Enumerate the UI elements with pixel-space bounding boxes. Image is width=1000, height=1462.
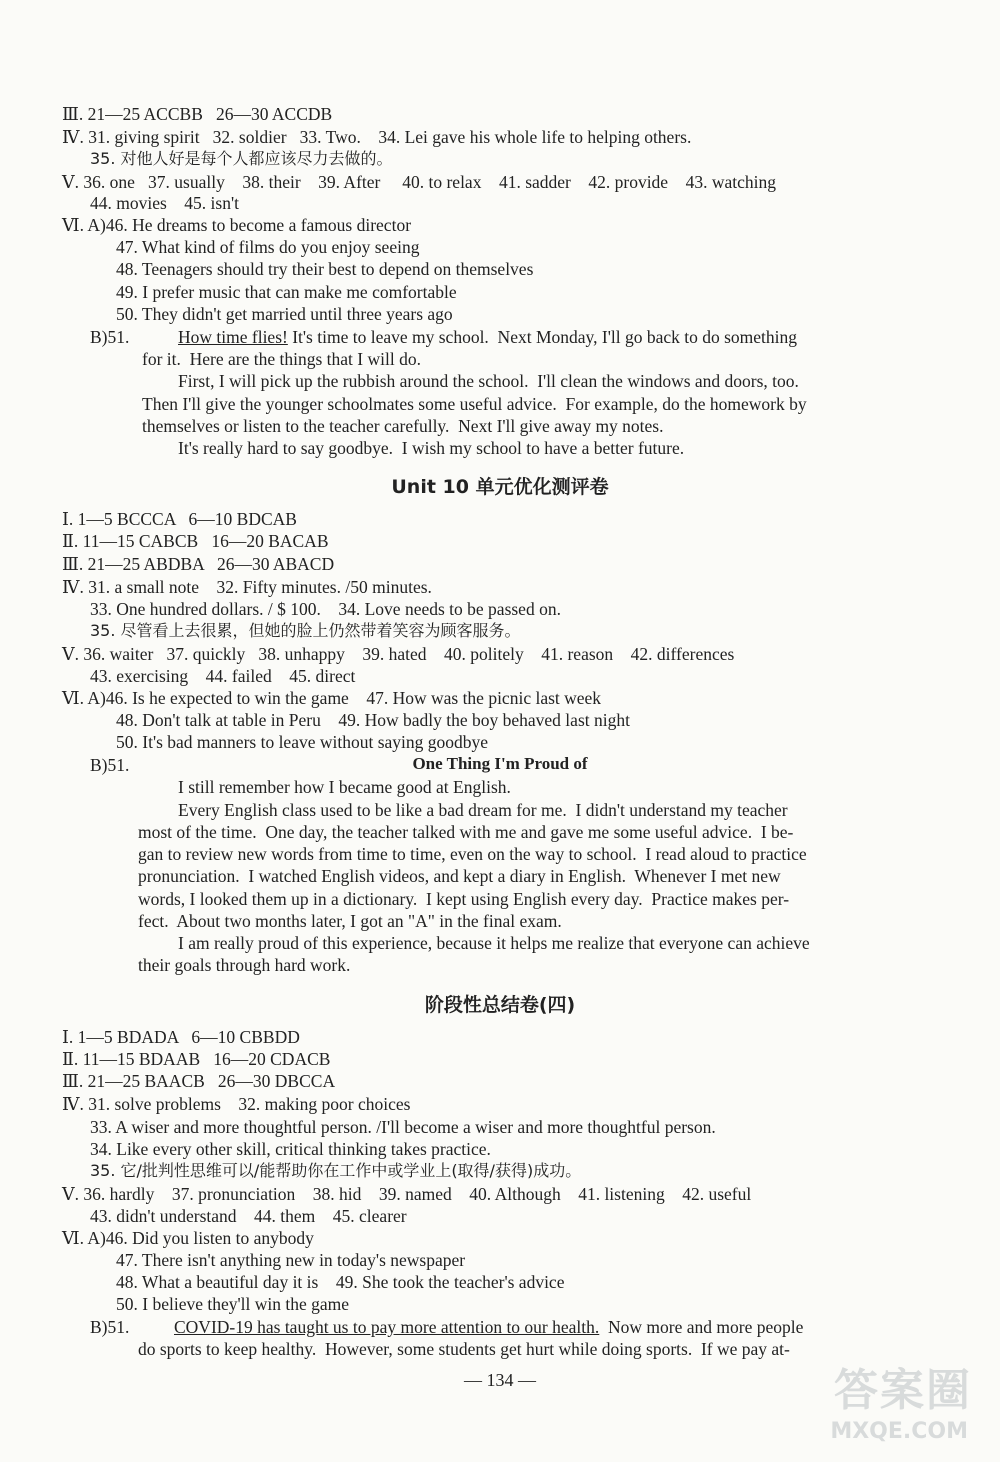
watermark-url: MXQE.COM [830, 1419, 968, 1444]
answer-line-4: Ⅳ. 31. giving spirit 32. soldier 33. Two. 34. Lei gave his whole life to helping others. [62, 127, 692, 147]
essay-label: B)51. [90, 327, 130, 347]
answer-line-49: 49. I prefer music that can make me comfortable [116, 282, 457, 302]
essay-line: themselves or listen to the teacher carefully. Next I'll give away my notes. [142, 416, 664, 436]
answer-line-50: 50. I believe they'll win the game [116, 1294, 350, 1314]
answer-line-48: 48. Teenagers should try their best to depend on themselves [116, 259, 534, 279]
essay-line: do sports to keep healthy. However, some students get hurt while doing sports. If we pay at- [138, 1339, 790, 1359]
answer-line-34: 34. Like every other skill, critical thinking takes practice. [90, 1139, 491, 1159]
answer-line-5b: 43. exercising 44. failed 45. direct [90, 666, 356, 686]
answer-line-3: Ⅲ. 21—25 ACCBB 26—30 ACCDB [62, 104, 333, 124]
essay-line-rest: It's time to leave my school. Next Monday, I'll go back to do something [287, 327, 798, 347]
essay-line: gan to review new words from time to time, even on the way to school. I read aloud to practice [138, 844, 807, 864]
section-title-stage-summary-4: 阶段性总结卷(四) [424, 994, 576, 1016]
essay-line: words, I looked them up in a dictionary. I kept using English every day. Practice makes per- [138, 889, 790, 909]
essay-line: Every English class used to be like a bad dream for me. I didn't understand my teacher [178, 800, 788, 820]
answer-line-50: 50. It's bad manners to leave without saying goodbye [116, 732, 489, 752]
essay-line: for it. Here are the things that I will do. [142, 349, 421, 369]
watermark-logo [782, 1350, 982, 1450]
section-title-unit-10: Unit 10 单元优化测评卷 [391, 476, 609, 498]
answer-line-5: Ⅴ. 36. one 37. usually 38. their 39. After 40. to relax 41. sadder 42. provide 43. watching [62, 172, 776, 192]
watermark-text: 答案圈 [834, 1365, 972, 1416]
essay-line: It's really hard to say goodbye. I wish my school to have a better future. [178, 438, 685, 458]
underlined-topic-sentence: COVID-19 has taught us to pay more attention to our health. [174, 1317, 600, 1337]
essay-line: their goals through hard work. [138, 955, 351, 975]
essay-label: B)51. [90, 755, 130, 775]
essay-line-rest: Now more and more people [599, 1317, 804, 1337]
answer-line-5: Ⅴ. 36. hardly 37. pronunciation 38. hid 39. named 40. Although 41. listening 42. useful [62, 1184, 752, 1204]
essay-line: I am really proud of this experience, because it helps me realize that everyone can achieve [178, 933, 810, 953]
answer-line-33: 33. A wiser and more thoughtful person. /I'll become a wiser and more thoughtful person. [90, 1117, 716, 1137]
answer-line-47: 47. There isn't anything new in today's newspaper [116, 1250, 466, 1270]
answer-line-35: 35. 尽管看上去很累，但她的脸上仍然带着笑容为顾客服务。 [90, 621, 521, 640]
answer-line-48: 48. Don't talk at table in Peru 49. How badly the boy behaved last night [116, 710, 630, 730]
essay-title: One Thing I'm Proud of [412, 754, 588, 773]
underlined-topic-sentence: How time flies! [178, 327, 288, 347]
answer-line-2: Ⅱ. 11—15 BDAAB 16—20 CDACB [62, 1049, 331, 1069]
answer-line-1: Ⅰ. 1—5 BCCCA 6—10 BDCAB [62, 509, 297, 529]
answer-line-3: Ⅲ. 21—25 BAACB 26—30 DBCCA [62, 1071, 336, 1091]
answer-line-4: Ⅳ. 31. a small note 32. Fifty minutes. /50 minutes. [62, 577, 432, 597]
essay-first-line [174, 1316, 803, 1338]
essay-line: Then I'll give the younger schoolmates some useful advice. For example, do the homework by [142, 394, 807, 414]
answer-line-3: Ⅲ. 21—25 ABDBA 26—30 ABACD [62, 554, 335, 574]
essay-line: pronunciation. I watched English videos, and kept a diary in English. Whenever I met new [138, 866, 781, 886]
answer-line-5: Ⅴ. 36. waiter 37. quickly 38. unhappy 39. hated 40. politely 41. reason 42. differences [62, 644, 735, 664]
answer-line-50: 50. They didn't get married until three years ago [116, 304, 453, 324]
essay-line: most of the time. One day, the teacher talked with me and gave me some useful advice. I be- [138, 822, 794, 842]
answer-line-33: 33. One hundred dollars. / $ 100. 34. Love needs to be passed on. [90, 599, 561, 619]
essay-line: First, I will pick up the rubbish around the school. I'll clean the windows and doors, too. [178, 371, 799, 391]
answer-line-4: Ⅳ. 31. solve problems 32. making poor choices [62, 1094, 411, 1114]
answer-line-47: 47. What kind of films do you enjoy seeing [116, 237, 420, 257]
page-number: — 134 — [464, 1370, 536, 1390]
answer-line-6: Ⅵ. A)46. Did you listen to anybody [62, 1228, 314, 1248]
essay-first-line [178, 326, 797, 348]
answer-line-48: 48. What a beautiful day it is 49. She took the teacher's advice [116, 1272, 565, 1292]
answer-line-5b: 44. movies 45. isn't [90, 193, 239, 213]
answer-line-2: Ⅱ. 11—15 CABCB 16—20 BACAB [62, 531, 329, 551]
answer-line-6: Ⅵ. A)46. Is he expected to win the game 47. How was the picnic last week [62, 688, 602, 708]
answer-line-6: Ⅵ. A)46. He dreams to become a famous director [62, 215, 412, 235]
answer-line-5b: 43. didn't understand 44. them 45. clearer [90, 1206, 407, 1226]
essay-line: fect. About two months later, I got an "A" in the final exam. [138, 911, 562, 931]
essay-line: I still remember how I became good at English. [178, 777, 511, 797]
essay-label: B)51. [90, 1317, 130, 1337]
answer-line-1: Ⅰ. 1—5 BDADA 6—10 CBBDD [62, 1027, 300, 1047]
answer-line-35: 35. 对他人好是每个人都应该尽力去做的。 [90, 149, 393, 168]
answer-line-35: 35. 它/批判性思维可以/能帮助你在工作中或学业上(取得/获得)成功。 [90, 1161, 582, 1180]
